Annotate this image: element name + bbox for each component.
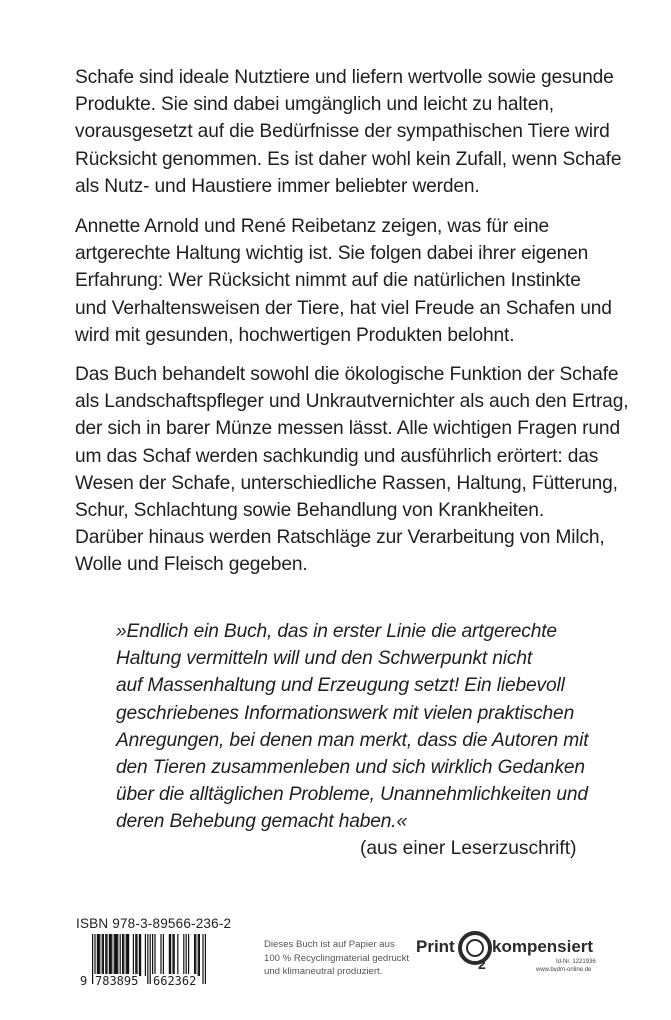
eco-note-line: und klimaneutral produziert. (264, 966, 383, 977)
quote-line: über die alltäglichen Probleme, Unannehmlichkeiten und (116, 784, 588, 806)
reader-quote (116, 618, 616, 836)
blurb-paragraph-1 (75, 64, 620, 200)
blurb-line: als Landschaftspfleger und Unkrautvernichter als auch den Ertrag, (75, 391, 629, 413)
barcode-bar (105, 934, 106, 976)
print-kompensiert-logo (416, 928, 596, 984)
barcode-bar (98, 934, 99, 976)
barcode-bar (177, 934, 178, 976)
barcode-bar (128, 934, 129, 976)
barcode-bar (115, 934, 116, 976)
barcode-bar (126, 934, 127, 976)
quote-line: deren Behebung gemacht haben.« (116, 811, 408, 833)
barcode-bar (194, 934, 195, 976)
eco-paper-note (264, 938, 409, 979)
eco-note-line: 100 % Recyclingmaterial gedruckt (264, 952, 410, 964)
blurb-line: Wesen der Schafe, unterschiedliche Rassen, Haltung, Fütterung, (75, 472, 618, 494)
barcode-bar (111, 934, 112, 976)
barcode-bar (123, 934, 124, 976)
barcode-bar (133, 934, 134, 976)
blurb-line: Rücksicht genommen. Es ist daher wohl kein Zufall, wenn Schafe (75, 148, 622, 170)
blurb-line: Darüber hinaus werden Ratschläge zur Verarbeitung von Milch, (75, 527, 605, 549)
blurb-line: Annette Arnold und René Reibetanz zeigen, was für eine (75, 216, 550, 237)
barcode-bar (152, 934, 153, 976)
barcode-bar (122, 934, 123, 976)
barcode-bar (172, 934, 173, 976)
blurb-line: Wolle und Fleisch gegeben. (75, 554, 308, 576)
barcode-bar (202, 934, 203, 984)
barcode-bar (116, 934, 117, 976)
barcode-bar (102, 934, 103, 976)
barcode-bar (140, 934, 141, 976)
barcode-bar (99, 934, 100, 976)
barcode-bar (170, 934, 171, 976)
blurb-line: vorausgesetzt auf die Bedürfnisse der sympathischen Tiere wird (75, 121, 610, 143)
barcode-bar (136, 934, 137, 976)
barcode-bar (186, 934, 187, 976)
logo-word-print: Print (416, 937, 455, 956)
blurb-line: als Nutz- und Haustiere immer beliebter werden. (75, 175, 480, 197)
svg-text:2: 2 (478, 956, 486, 972)
barcode-bar (135, 934, 136, 976)
barcode-bar (188, 934, 189, 976)
quote-line: auf Massenhaltung und Erzeugung setzt! Ein liebevoll (116, 675, 565, 697)
barcode-bar (103, 934, 104, 976)
blurb-line: Schafe sind ideale Nutztiere und liefern wertvolle sowie gesunde (75, 67, 614, 88)
quote-line: Haltung vermitteln will und den Schwerpunkt nicht (116, 648, 533, 670)
barcode-bar (106, 934, 107, 976)
blurb-paragraph-3 (75, 361, 629, 579)
blurb-line: Produkte. Sie sind dabei umgänglich und leicht zu halten, (75, 94, 554, 116)
blurb-line: Erfahrung: Wer Rücksicht nimmt auf die natürlichen Instinkte (75, 270, 581, 292)
barcode-bar (154, 934, 155, 976)
barcode-bar (205, 934, 206, 984)
blurb-line: der sich in barer Münze messen lässt. Alle wichtigen Fragen rund (75, 418, 620, 440)
barcode-bar (97, 934, 98, 976)
quote-attribution: (aus einer Leserzuschrift) (360, 838, 577, 859)
quote-line: Anregungen, bei denen man merkt, dass die Autoren mit (116, 729, 589, 751)
barcode-bar (169, 934, 170, 976)
logo-id-number: Id-Nr. 1221936 (556, 959, 596, 965)
barcode-bar (163, 934, 164, 976)
barcode-bar (183, 934, 184, 976)
barcode-bar (199, 934, 200, 976)
eco-note-line: Dieses Buch ist auf Papier aus (264, 939, 395, 950)
barcode-bar (120, 934, 121, 976)
barcode-digit-first: 9 (80, 974, 88, 988)
barcode-bar (114, 934, 115, 976)
blurb-line: und Verhaltensweisen der Tiere, hat viel Freude an Schafen und (75, 297, 612, 319)
barcode-digits-group-2: 662362 (153, 974, 197, 988)
blurb-line: wird mit gesunden, hochwertigen Produkten belohnt. (75, 324, 515, 346)
quote-line: den Tieren zusammenleben und sich wirklich Gedanken (116, 757, 585, 779)
barcode-bar (139, 934, 140, 976)
quote-line: »Endlich ein Buch, das in erster Linie die artgerechte (116, 621, 557, 642)
barcode-bar (110, 934, 111, 976)
barcode-bar (160, 934, 161, 976)
barcode-bar (198, 934, 199, 976)
barcode (80, 934, 212, 998)
barcode-bar (109, 934, 110, 976)
barcode-bar (195, 934, 196, 976)
barcode-bar (150, 934, 151, 984)
blurb-line: artgerechte Haltung wichtig ist. Sie folgen dabei ihrer eigenen (75, 243, 589, 265)
blurb-line: Schur, Schlachtung sowie Behandlung von Krankheiten. (75, 500, 545, 522)
quote-line: geschriebenes Informationswerk mit vielen praktischen (116, 702, 575, 724)
barcode-bar (127, 934, 128, 976)
barcode-digits-group-1: 783895 (95, 974, 139, 988)
blurb-paragraph-2 (75, 213, 620, 349)
barcode-bar (145, 934, 146, 976)
blurb-line: um das Schaf werden sachkundig und ausführlich erörtert: das (75, 445, 599, 467)
barcode-bar (147, 934, 148, 984)
logo-word-kompensiert: kompensiert (492, 937, 594, 956)
blurb-line: Das Buch behandelt sowohl die ökologische Funktion der Schafe (75, 364, 619, 385)
barcode-bar (117, 934, 118, 976)
co2-circle-icon (458, 928, 494, 972)
isbn-label: ISBN 978-3-89566-236-2 (76, 916, 232, 931)
barcode-bar (174, 934, 175, 976)
logo-url: www.bvdm-online.de (536, 967, 592, 973)
